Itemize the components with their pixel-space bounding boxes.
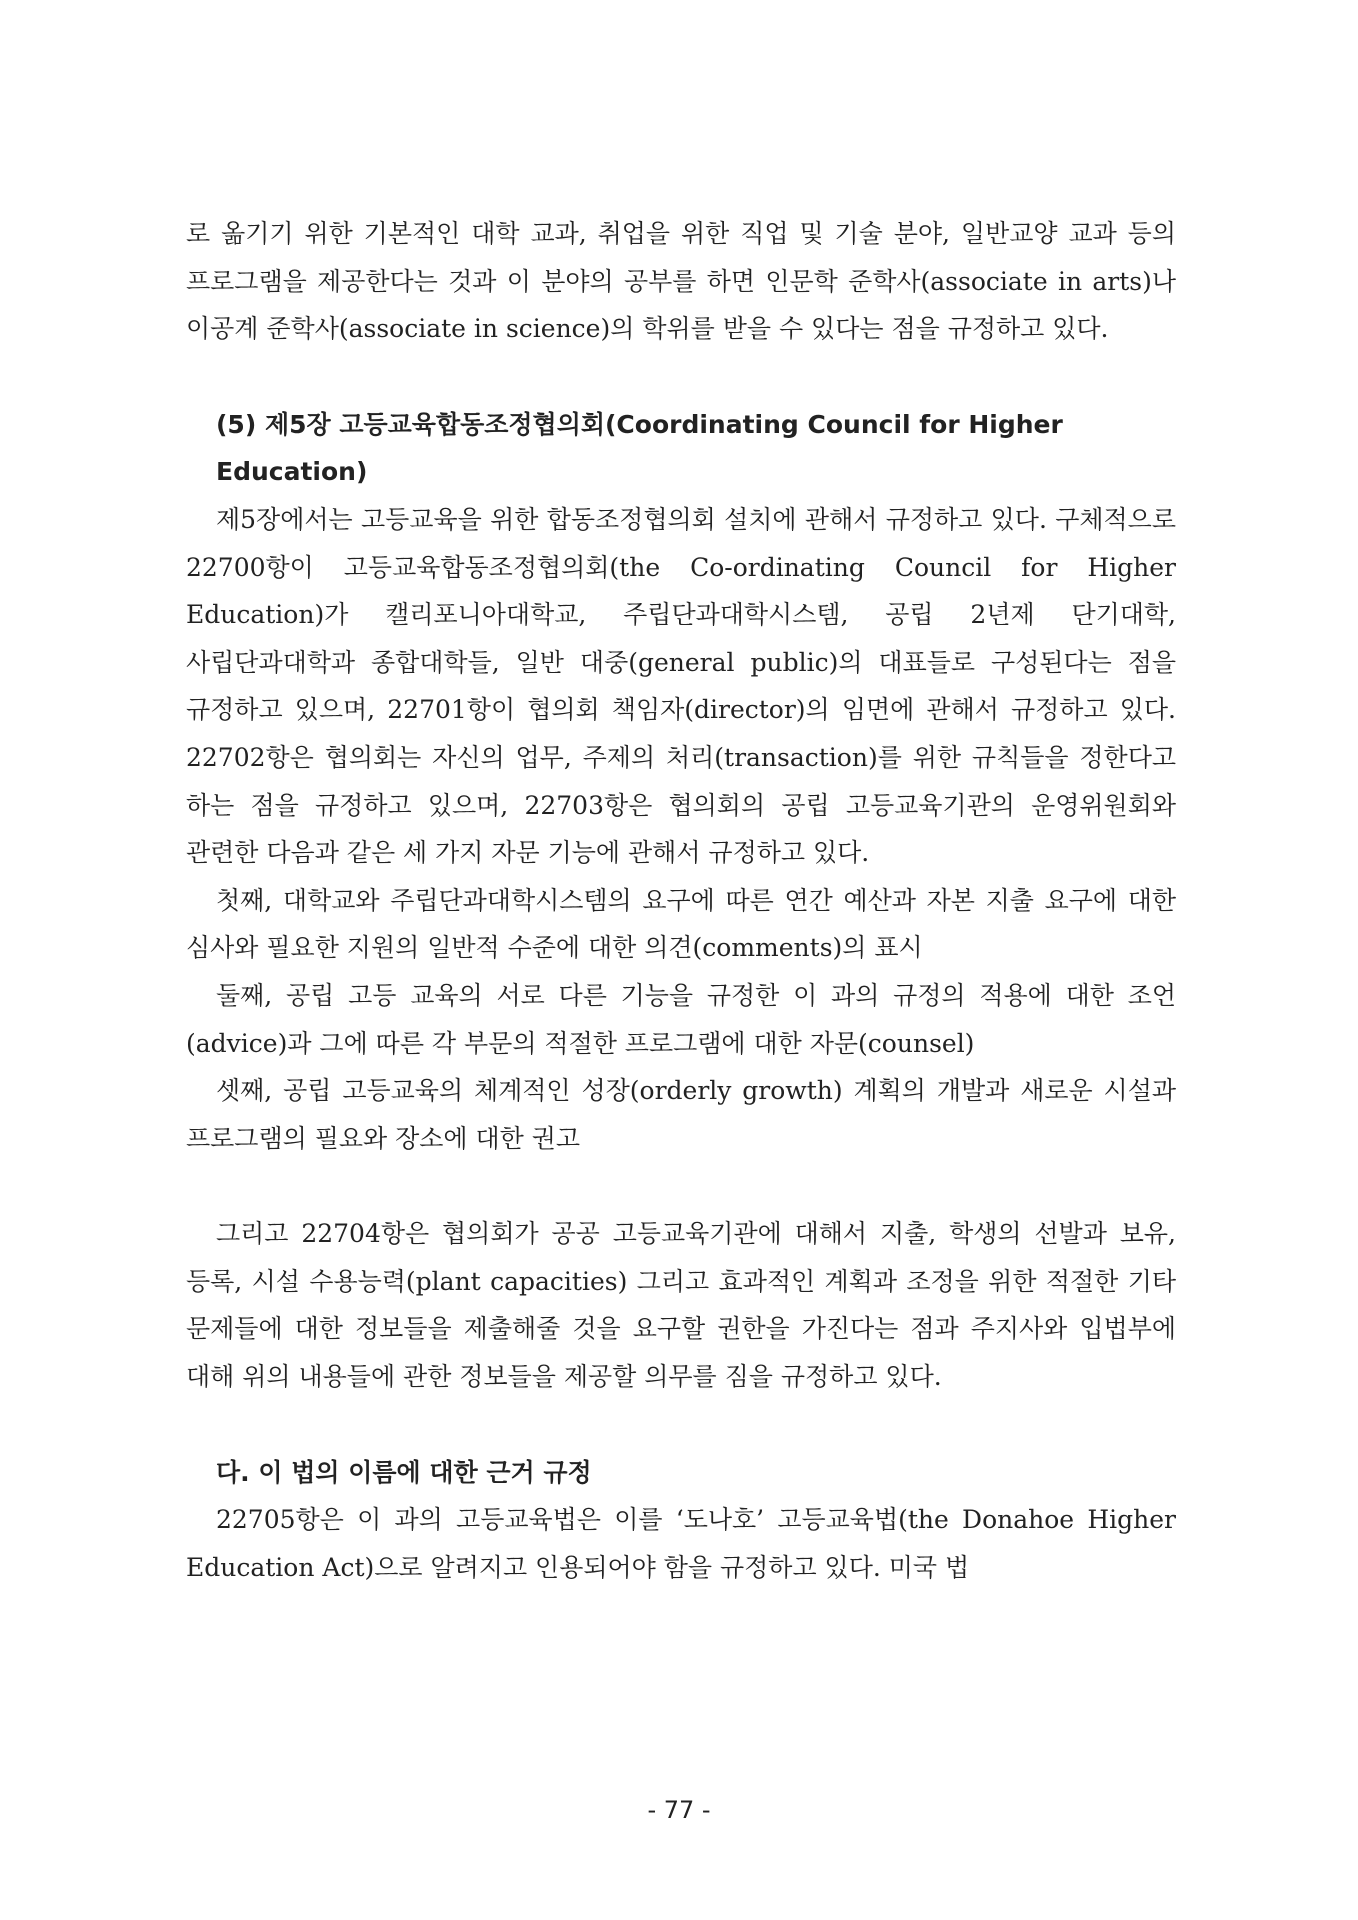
section-heading-act-name: 다. 이 법의 이름에 대한 근거 규정 [216,1457,592,1487]
page-number: - 77 - [647,1796,711,1824]
paragraph-section-22704: 그리고 22704항은 협의회가 공공 고등교육기관에 대해서 지출, 학생의 선발과 보유, 등록, 시설 수용능력(plant capacities) 그리고 효과적인 계획과 조정을 위한 적절한 기타 문제들에 대한 정보들을 제출해줄 것을 요구할 권한을 가진다는 점과 주지사와 입법부에 대해 위의 내용들에 관한 정보들을 제공할 의무를 짐을 규정하고 있다. [186,1219,1176,1392]
document-body [186,210,1176,1591]
spacer [186,1401,1176,1449]
paragraph-associate-degrees: 로 옮기기 위한 기본적인 대학 교과, 취업을 위한 직업 및 기술 분야, 일반교양 교과 등의 프로그램을 제공한다는 것과 이 분야의 공부를 하면 인문학 준학사(associate in arts)나 이공계 준학사(associate in science)의 학위를 받을 수 있다는 점을 규정하고 있다. [186,219,1176,344]
section-heading-chapter-5: (5) 제5장 고등교육합동조정협의회(Coordinating Council for Higher Education) [216,409,1063,487]
paragraph-section-22705: 22705항은 이 과의 고등교육법은 이를 ‘도나호’ 고등교육법(the Donahoe Higher Education Act)으로 알려지고 인용되어야 함을 규정하고 있다. 미국 법 [186,1505,1176,1582]
paragraph-second-function: 둘째, 공립 고등 교육의 서로 다른 기능을 규정한 이 과의 규정의 적용에 대한 조언(advice)과 그에 따른 각 부문의 적절한 프로그램에 대한 자문(counsel) [186,980,1176,1058]
paragraph-coordinating-council: 제5장에서는 고등교육을 위한 합동조정협의회 설치에 관해서 규정하고 있다. 구체적으로 22700항이 고등교육합동조정협의회(the Co-ordinating Council for Higher Education)가 캘리포니아대학교, 주립단과대학시스템, 공립 2년제 단기대학, 사립단과대학과 종합대학들, 일반 대중(general public)의 대표들로 구성된다는 점을 규정하고 있으며, 22701항이 협의회 책임자(director)의 임면에 관해서 규정하고 있다. 22702항은 협의회는 자신의 업무, 주제의 처리(transaction)를 위한 규칙들을 정한다고 하는 점을 규정하고 있으며, 22703항은 협의회의 공립 고등교육기관의 운영위원회와 관련한 다음과 같은 세 가지 자문 기능에 관해서 규정하고 있다. [186,504,1176,868]
paragraph-third-function: 셋째, 공립 고등교육의 체계적인 성장(orderly growth) 계획의 개발과 새로운 시설과 프로그램의 필요와 장소에 대한 권고 [186,1076,1176,1153]
spacer [186,353,1176,401]
paragraph-first-function: 첫째, 대학교와 주립단과대학시스템의 요구에 따른 연간 예산과 자본 지출 요구에 대한 심사와 필요한 지원의 일반적 수준에 대한 의견(comments)의 표시 [186,885,1176,963]
spacer [186,1162,1176,1210]
